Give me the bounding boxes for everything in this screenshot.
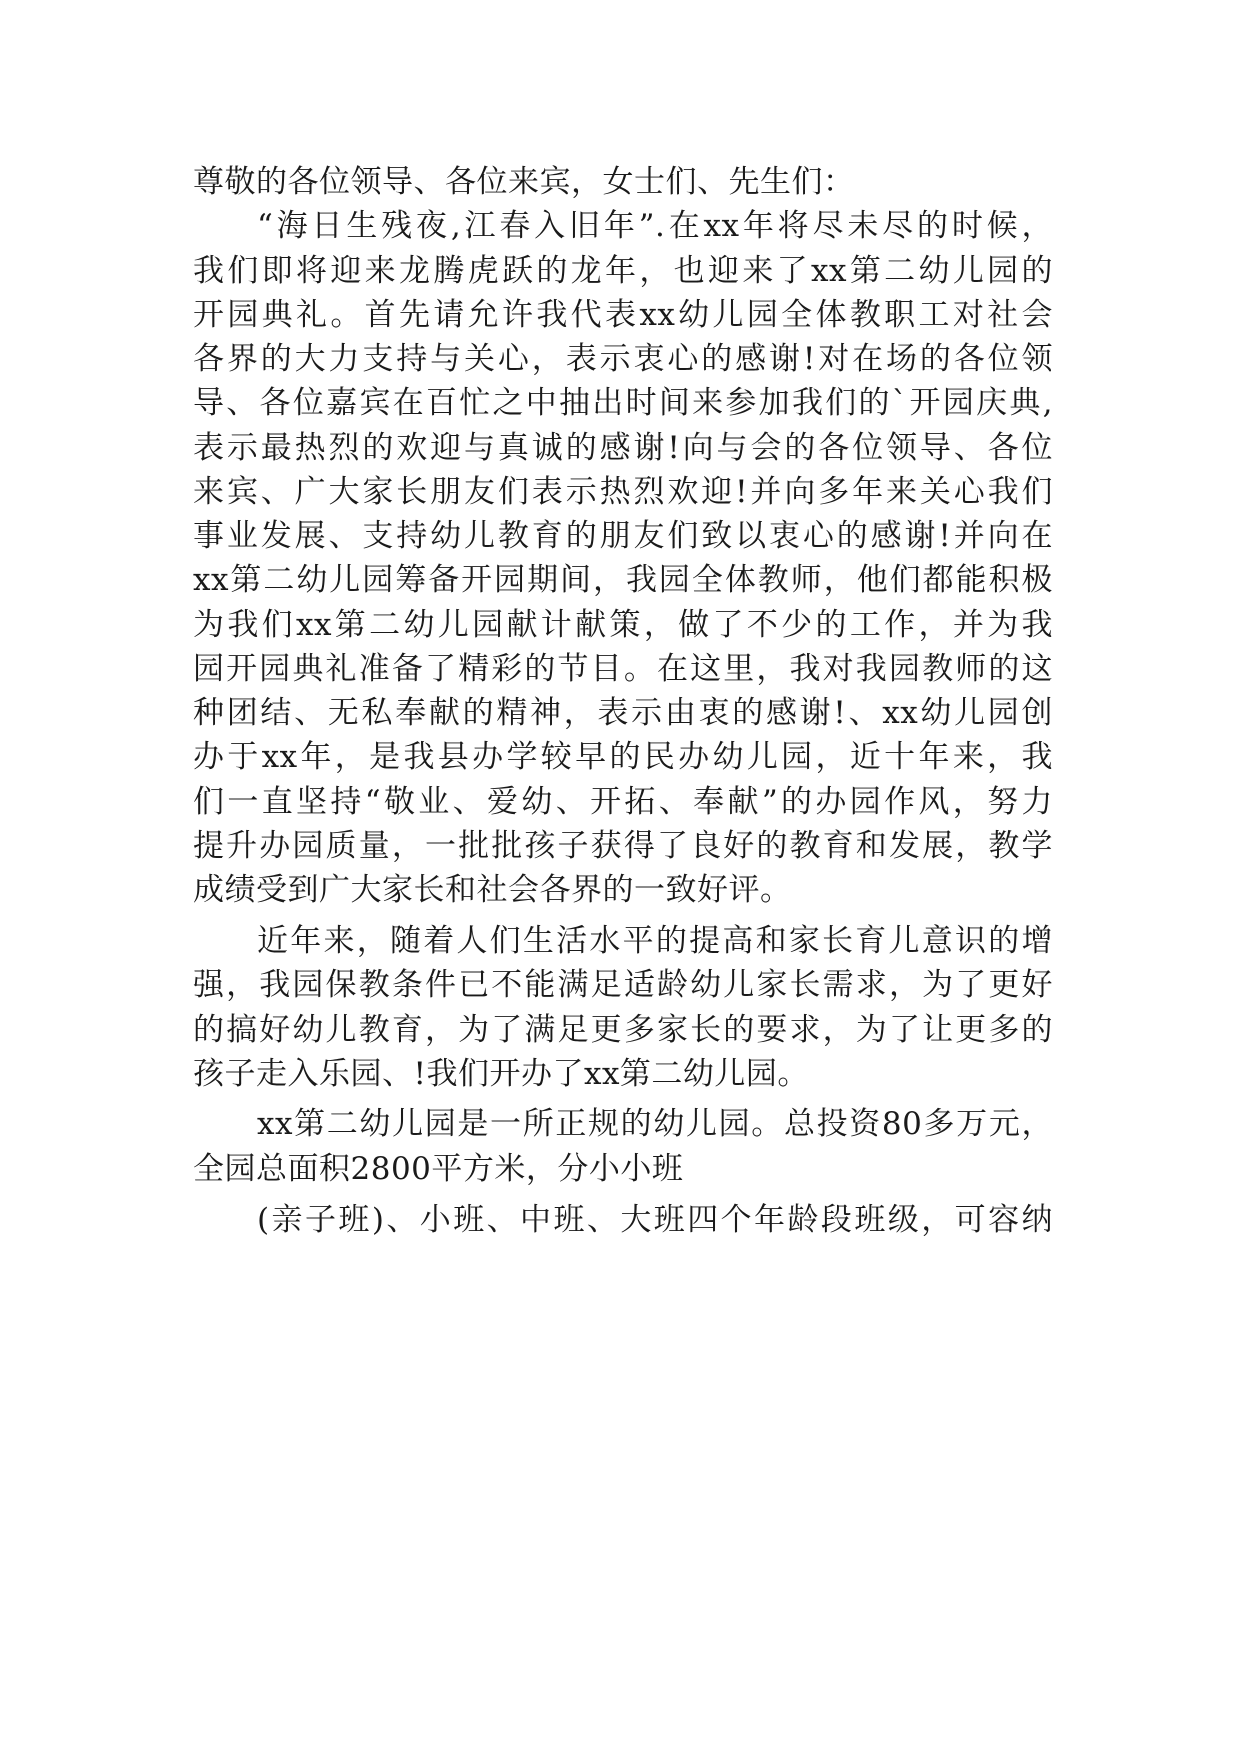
paragraph-line: xx第二幼儿园是一所正规的幼儿园。总投资80多万元，: [257, 1106, 1053, 1142]
paragraph-line: 成绩受到广大家长和社会各界的一致好评。: [193, 872, 792, 908]
paragraph-line: 为我们xx第二幼儿园献计献策，做了不少的工作，并为我: [193, 607, 1053, 643]
paragraph-line: 各界的大力支持与关心，表示衷心的感谢!对在场的各位领: [193, 341, 1053, 377]
paragraph-line: (亲子班)、小班、中班、大班四个年龄段班级，可容纳: [257, 1202, 1053, 1238]
paragraph-line: 我们即将迎来龙腾虎跃的龙年，也迎来了xx第二幼儿园的: [193, 253, 1053, 289]
paragraph-line: 近年来，随着人们生活水平的提高和家长育儿意识的增: [257, 923, 1053, 959]
paragraph-line: 们一直坚持“敬业、爱幼、开拓、奉献”的办园作风，努力: [193, 784, 1053, 820]
paragraph-line: 种团结、无私奉献的精神，表示由衷的感谢!、xx幼儿园创: [193, 695, 1053, 731]
paragraph-line: 全园总面积2800平方米，分小小班: [193, 1151, 684, 1187]
paragraph-line: 强，我园保教条件已不能满足适龄幼儿家长需求，为了更好: [193, 967, 1053, 1003]
paragraph-line: 的搞好幼儿教育，为了满足更多家长的要求，为了让更多的: [193, 1012, 1053, 1048]
paragraph-line: 办于xx年，是我县办学较早的民办幼儿园，近十年来，我: [193, 739, 1053, 775]
paragraph-line: 园开园典礼准备了精彩的节目。在这里，我对我园教师的这: [193, 651, 1053, 687]
paragraph-line: 表示最热烈的欢迎与真诚的感谢!向与会的各位领导、各位: [193, 430, 1053, 466]
paragraph-line: 孩子走入乐园、!我们开办了xx第二幼儿园。: [193, 1056, 809, 1092]
paragraph-line: 开园典礼。首先请允许我代表xx幼儿园全体教职工对社会: [193, 297, 1053, 333]
paragraph-line: 事业发展、支持幼儿教育的朋友们致以衷心的感谢!并向在: [193, 518, 1053, 554]
paragraph-line: 导、各位嘉宾在百忙之中抽出时间来参加我们的`开园庆典,: [193, 385, 1053, 421]
salutation-line: 尊敬的各位领导、各位来宾，女士们、先生们：: [193, 164, 855, 200]
paragraph-line: “海日生残夜,江春入旧年”.在xx年将尽未尽的时候，: [257, 208, 1053, 244]
paragraph-line: xx第二幼儿园筹备开园期间，我园全体教师，他们都能积极: [193, 562, 1053, 598]
paragraph-line: 提升办园质量，一批批孩子获得了良好的教育和发展，教学: [193, 828, 1053, 864]
paragraph-line: 来宾、广大家长朋友们表示热烈欢迎!并向多年来关心我们: [193, 474, 1053, 510]
